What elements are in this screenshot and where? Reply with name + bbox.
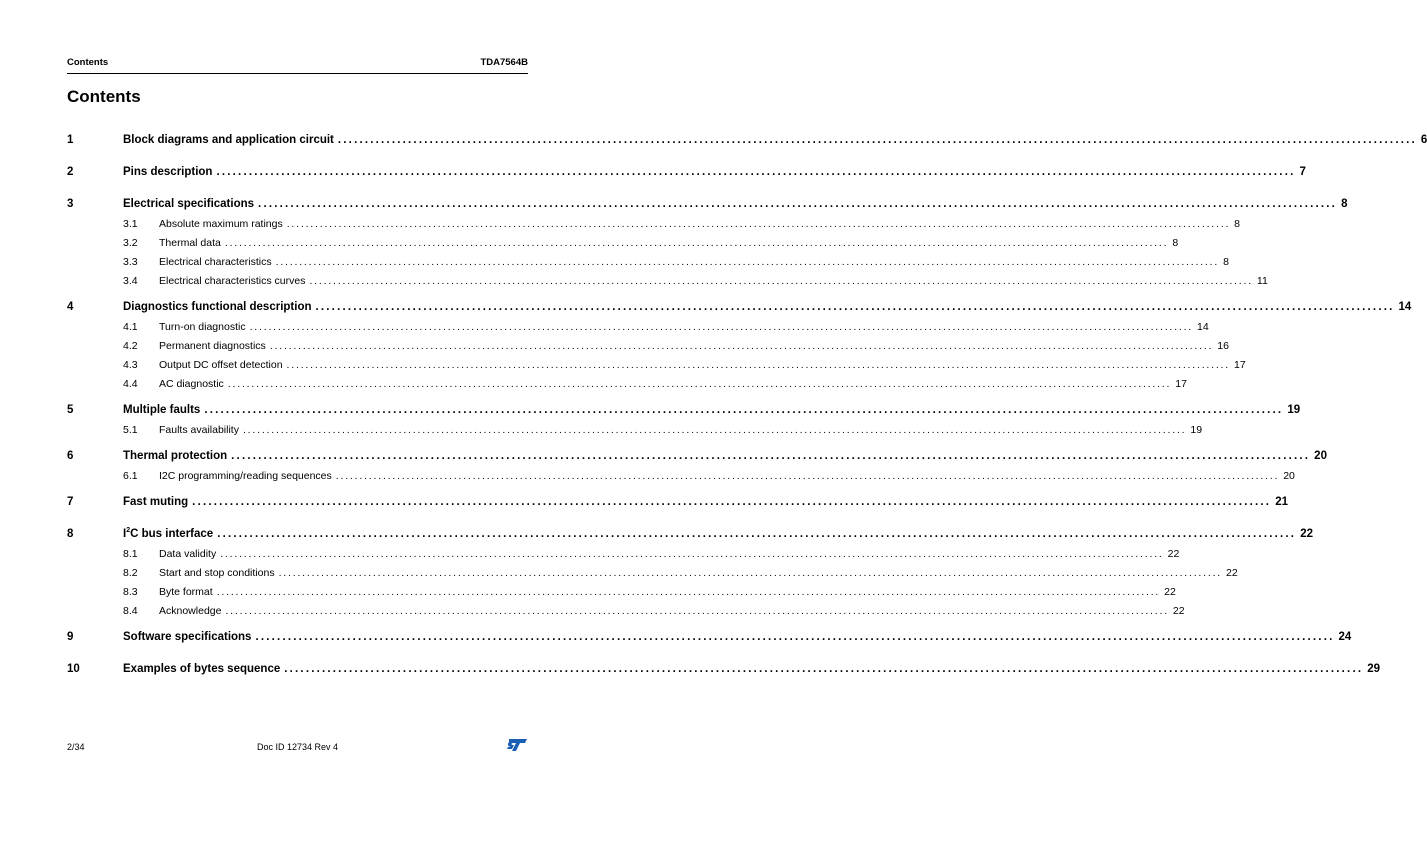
toc-entry-number: 4.3 [123,359,138,371]
toc-entry-number: 8.3 [123,586,138,598]
toc-dot-leader: ........................................................................................................................................................................................................ [227,378,1172,390]
toc-entry-line [123,404,1301,416]
header-section-label: Contents [67,57,109,68]
toc-entry-title: Permanent diagnostics [159,340,266,352]
toc-entry-page: 8 [1234,218,1241,230]
toc-entry-page: 8 [1223,256,1229,268]
toc-dot-leader: ........................................................................................................................................................................................................ [335,470,1280,482]
toc-entry-number: 6.1 [123,470,138,482]
toc-entry-number: 8.4 [123,605,138,617]
toc-dot-leader: ........................................................................................................................................................................................................ [278,567,1223,579]
toc-entry-title: Diagnostics functional description [123,301,312,313]
toc-dot-leader: ........................................................................................................................................................................................................ [192,496,1272,508]
toc-entry-page: 19 [1287,404,1301,416]
toc-entry-page: 17 [1234,359,1246,371]
toc-dot-leader: ........................................................................................................................................................................................................ [224,237,1169,249]
toc-entry-line [159,605,1185,617]
toc-entry-number: 3 [67,198,74,210]
toc-entry-line [159,424,1203,436]
toc-entry-page: 16 [1217,340,1229,352]
toc-entry-title: AC diagnostic [159,378,224,390]
toc-entry-title: Byte format [159,586,213,598]
toc-entry-page: 21 [1275,496,1288,508]
toc-entry-page: 8 [1341,198,1348,210]
toc-entry-title: Pins description [123,166,213,178]
toc-entry-number: 4.2 [123,340,138,352]
toc-dot-leader: ........................................................................................................................................................................................................ [269,340,1214,352]
toc-entry-title [123,528,217,540]
toc-chapter-entry[interactable] [67,663,1381,679]
toc-entry-line [123,198,1348,210]
toc-entry-number: 6 [67,450,74,462]
toc-entry-number: 3.2 [123,237,138,249]
toc-dot-leader: ........................................................................................................................................................................................................ [216,586,1161,598]
toc-entry-title: Multiple faults [123,404,201,416]
toc-entry-number: 3.1 [123,218,138,230]
header-part-number: TDA7564B [480,57,528,68]
toc-chapter-entry[interactable] [67,404,1301,420]
toc-section-entry[interactable] [67,256,1229,270]
toc-entry-number: 4.4 [123,378,138,390]
toc-entry-page: 8 [1172,237,1179,249]
toc-entry-page: 20 [1283,470,1295,482]
toc-entry-line [159,548,1180,560]
toc-entry-page: 14 [1398,301,1412,313]
toc-section-entry[interactable] [67,470,1295,484]
toc-dot-leader: ........................................................................................................................................................................................................ [249,321,1194,333]
toc-chapter-entry[interactable] [67,134,1427,150]
toc-entry-page: 20 [1314,450,1327,462]
toc-title-text: C bus interface [130,528,214,540]
toc-entry-title: Software specifications [123,631,252,643]
toc-dot-leader: ........................................................................................................................................................................................................ [217,528,1297,540]
toc-entry-number: 4 [67,301,74,313]
toc-entry-page: 24 [1338,631,1352,643]
toc-section-entry[interactable] [67,218,1241,232]
toc-section-entry[interactable] [67,321,1209,335]
toc-chapter-entry[interactable] [67,527,1313,544]
toc-section-entry[interactable] [67,378,1187,392]
toc-section-entry[interactable] [67,340,1229,354]
toc-entry-title: Fast muting [123,496,189,508]
toc-dot-leader: ........................................................................................................................................................................................................ [255,631,1335,643]
toc-dot-leader: ........................................................................................................................................................................................................ [204,404,1284,416]
toc-entry-number: 8.1 [123,548,138,560]
running-header [67,57,528,74]
toc-dot-leader: ........................................................................................................................................................................................................ [242,424,1187,436]
toc-entry-page: 29 [1367,663,1381,675]
toc-entry-title: Output DC offset detection [159,359,283,371]
toc-entry-line [123,663,1381,675]
toc-entry-number: 5 [67,404,74,416]
toc-entry-line [159,340,1229,352]
toc-section-entry[interactable] [67,586,1176,600]
toc-entry-line [159,321,1209,333]
toc-entry-page: 14 [1197,321,1209,333]
toc-entry-line [159,218,1241,230]
toc-section-entry[interactable] [67,548,1180,562]
toc-entry-line [123,134,1427,146]
toc-entry-number: 3.3 [123,256,138,268]
toc-entry-title: Turn-on diagnostic [159,321,246,333]
toc-entry-number: 5.1 [123,424,138,436]
toc-entry-title: Thermal data [159,237,221,249]
toc-title-superscript: 2 [126,527,131,535]
toc-entry-title: Faults availability [159,424,239,436]
toc-entry-line [159,470,1295,482]
toc-dot-leader: ........................................................................................................................................................................................................ [275,256,1220,268]
toc-section-entry[interactable] [67,424,1203,438]
toc-entry-line [159,586,1176,598]
toc-entry-title: Block diagrams and application circuit [123,134,334,146]
toc-entry-number: 4.1 [123,321,138,333]
toc-dot-leader: ........................................................................................................................................................................................................ [309,275,1253,287]
toc-dot-leader: ........................................................................................................................................................................................................ [216,166,1296,178]
toc-chapter-entry[interactable] [67,496,1288,512]
toc-entry-line [159,359,1246,371]
toc-chapter-entry[interactable] [67,450,1327,466]
toc-dot-leader: ........................................................................................................................................................................................................ [286,359,1230,371]
toc-entry-line [159,378,1187,390]
toc-entry-title: Acknowledge [159,605,222,617]
toc-dot-leader: ........................................................................................................................................................................................................ [225,605,1169,617]
st-logo-icon [506,738,528,752]
toc-entry-line [123,166,1306,178]
doc-id: Doc ID 12734 Rev 4 [257,742,339,752]
toc-chapter-entry[interactable] [67,301,1412,317]
toc-entry-page: 22 [1300,528,1313,540]
toc-entry-title: Start and stop conditions [159,567,275,579]
toc-dot-leader: ........................................................................................................................................................................................................ [258,198,1338,210]
toc-entry-line [123,631,1352,643]
toc-dot-leader: ........................................................................................................................................................................................................ [315,301,1395,313]
toc-entry-number: 2 [67,166,74,178]
toc-dot-leader: ........................................................................................................................................................................................................ [284,663,1364,675]
toc-entry-title: Data validity [159,548,217,560]
toc-entry-line [159,567,1238,579]
toc-entry-page: 17 [1175,378,1187,390]
toc-entry-line [159,237,1179,249]
toc-entry-line [123,450,1327,462]
toc-entry-page: 22 [1164,586,1176,598]
toc-entry-title: Electrical characteristics [159,256,272,268]
toc-entry-line [123,301,1412,313]
toc-entry-number: 8.2 [123,567,138,579]
toc-entry-title: Examples of bytes sequence [123,663,281,675]
toc-section-entry[interactable] [67,275,1268,289]
page-title: Contents [67,87,141,106]
toc-section-entry[interactable] [67,605,1185,619]
toc-entry-number: 3.4 [123,275,138,287]
toc-entry-title: I2C programming/reading sequences [159,470,332,482]
toc-dot-leader: ........................................................................................................................................................................................................ [337,134,1417,146]
toc-entry-number: 8 [67,528,74,540]
page-number: 2/34 [67,742,85,752]
toc-chapter-entry[interactable] [67,198,1348,214]
toc-chapter-entry[interactable] [67,631,1352,647]
toc-entry-page: 19 [1190,424,1203,436]
toc-entry-page: 22 [1226,567,1238,579]
toc-entry-page: 11 [1256,275,1268,287]
toc-entry-page: 22 [1167,548,1180,560]
toc-entry-page: 22 [1172,605,1185,617]
toc-section-entry[interactable] [67,237,1179,251]
toc-entry-line [159,256,1229,268]
toc-entry-line [123,496,1288,508]
toc-entry-number: 7 [67,496,74,508]
toc-entry-title: Electrical specifications [123,198,255,210]
toc-entry-title: Thermal protection [123,450,228,462]
toc-entry-number: 10 [67,663,80,675]
toc-entry-number: 1 [67,134,74,146]
toc-dot-leader: ........................................................................................................................................................................................................ [220,548,1164,560]
toc-entry-line [123,527,1313,540]
toc-dot-leader: ........................................................................................................................................................................................................ [231,450,1311,462]
toc-entry-title: Absolute maximum ratings [159,218,283,230]
toc-entry-number: 9 [67,631,74,643]
toc-dot-leader: ........................................................................................................................................................................................................ [286,218,1231,230]
toc-section-entry[interactable] [67,567,1238,581]
toc-entry-line [159,275,1268,287]
toc-title-prefix: I [123,528,127,540]
toc-entry-title: Electrical characteristics curves [159,275,306,287]
toc-entry-page: 6 [1420,134,1427,146]
toc-entry-page: 7 [1299,166,1306,178]
toc-chapter-entry[interactable] [67,166,1306,182]
toc-section-entry[interactable] [67,359,1246,373]
